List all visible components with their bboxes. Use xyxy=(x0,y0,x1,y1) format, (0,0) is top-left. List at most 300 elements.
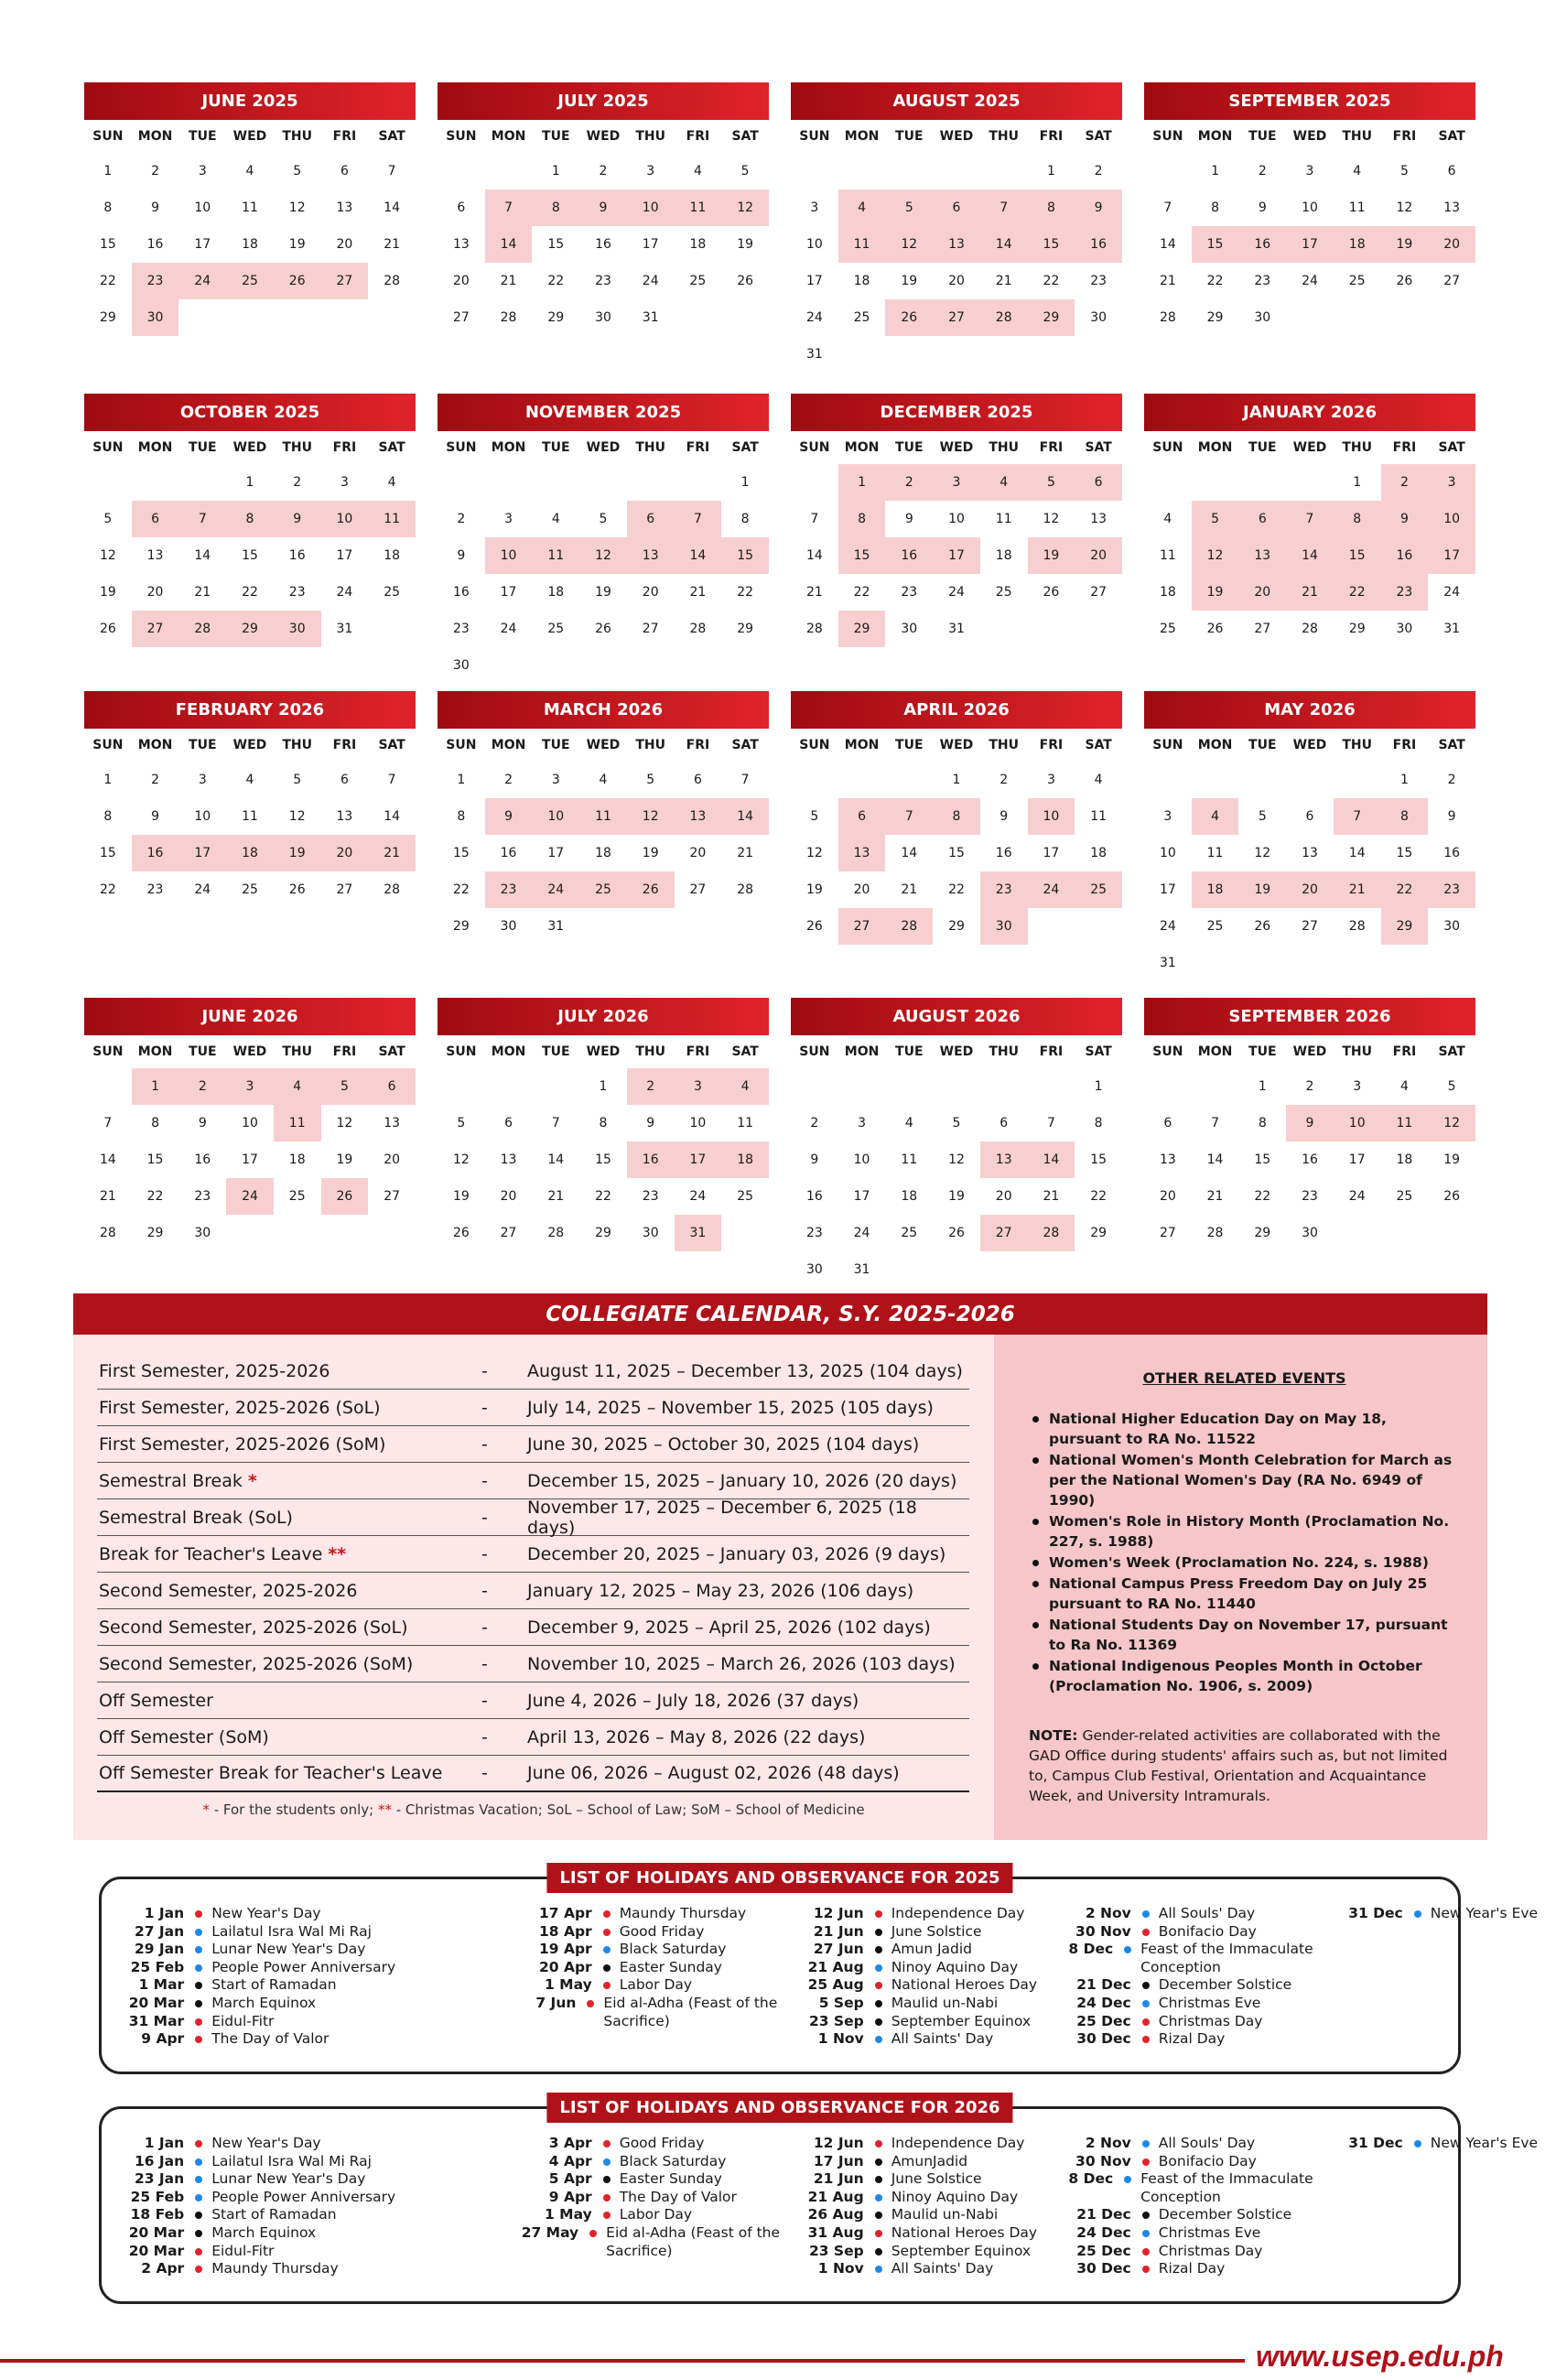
day-cell: 18 xyxy=(547,585,565,600)
empty-cell xyxy=(980,1068,1028,1105)
day-cell: 26 xyxy=(885,299,933,336)
month-title: JUNE 2025 xyxy=(84,82,416,120)
holiday-item xyxy=(1061,2153,1333,2171)
holiday-type-dot-icon xyxy=(875,1982,882,1989)
collegiate-footnote: * - For the students only; ** - Christmas Vacation; SoL – School of Law; SoM – School of Medicine xyxy=(202,1801,865,1818)
schedule-range: December 20, 2025 – January 03, 2026 (9 days) xyxy=(527,1543,946,1564)
day-cell: 9 xyxy=(1075,189,1122,226)
day-cell: 27 xyxy=(642,622,659,636)
day-cell: 25 xyxy=(384,585,401,600)
day-cell: 20 xyxy=(1159,1189,1176,1204)
day-cell: 2 xyxy=(504,773,513,787)
holiday-date: 12 Jun xyxy=(813,2135,864,2151)
schedule-row xyxy=(97,1682,969,1719)
day-cell: 3 xyxy=(810,200,819,215)
day-cell: 24 xyxy=(1159,919,1176,934)
schedule-dash: - xyxy=(481,1580,488,1601)
day-cell: 1 xyxy=(103,164,113,178)
empty-cell xyxy=(1144,762,1192,798)
day-cell: 3 xyxy=(198,164,207,178)
day-cell: 21 xyxy=(500,274,517,288)
schedule-label-text: First Semester, 2025-2026 (SoM) xyxy=(99,1433,386,1455)
holiday-date: 30 Dec xyxy=(1076,2030,1131,2048)
days-grid xyxy=(791,1068,1122,1288)
day-cell: 13 xyxy=(1238,537,1286,574)
holiday-type-dot-icon xyxy=(1142,2036,1150,2043)
holiday-name: Ninoy Aquino Day xyxy=(891,1958,1019,1975)
day-cell: 13 xyxy=(336,809,353,824)
holiday-name: All Souls' Day xyxy=(1158,1905,1256,1921)
weekday-label: SAT xyxy=(378,129,405,144)
holiday-type-dot-icon xyxy=(1142,2248,1150,2256)
weekday-label: FRI xyxy=(686,738,710,752)
day-cell: 4 xyxy=(599,773,608,787)
holiday-type-dot-icon xyxy=(603,1964,611,1972)
holiday-name: Lailatul Isra Wal Mi Raj xyxy=(211,2152,372,2169)
day-cell: 19 xyxy=(901,274,918,288)
day-cell: 6 xyxy=(457,200,466,215)
day-cell: 4 xyxy=(693,164,702,178)
day-cell: 21 xyxy=(1286,574,1334,611)
holiday-type-dot-icon xyxy=(195,2018,202,2026)
empty-cell xyxy=(675,464,722,501)
day-cell: 11 xyxy=(995,512,1012,526)
schedule-label-text: Off Semester xyxy=(99,1690,213,1711)
day-cell: 4 xyxy=(245,164,254,178)
weekday-label: FRI xyxy=(332,129,357,144)
day-cell: 28 xyxy=(1028,1215,1075,1251)
holiday-date: 23 Sep xyxy=(808,2242,864,2259)
weekday-label: FRI xyxy=(686,129,710,144)
days-grid xyxy=(1144,153,1475,336)
weekday-label: SUN xyxy=(1152,1044,1183,1059)
holiday-type-dot-icon xyxy=(875,2000,882,2007)
weekday-label: WED xyxy=(232,1044,267,1059)
day-cell: 9 xyxy=(457,548,466,563)
day-cell: 9 xyxy=(904,512,913,526)
day-cell: 26 xyxy=(274,263,321,299)
day-cell: 22 xyxy=(547,274,565,288)
day-cell: 8 xyxy=(1211,200,1220,215)
day-cell: 20 xyxy=(1238,574,1286,611)
empty-cell xyxy=(532,464,579,501)
day-cell: 16 xyxy=(288,548,306,563)
weekday-label: MON xyxy=(137,129,173,144)
day-cell: 28 xyxy=(1348,919,1366,934)
holiday-date: 26 Aug xyxy=(807,2206,864,2223)
holiday-item xyxy=(1061,1905,1333,1923)
weekday-label: MON xyxy=(137,738,173,752)
day-cell: 28 xyxy=(384,882,401,897)
day-cell: 26 xyxy=(288,882,306,897)
schedule-row xyxy=(97,1353,969,1390)
calendar-row xyxy=(84,998,1475,1309)
schedule-label-text: First Semester, 2025-2026 (SoL) xyxy=(99,1397,381,1418)
month-title: AUGUST 2025 xyxy=(791,82,1122,120)
days-grid xyxy=(791,153,1122,373)
day-cell: 15 xyxy=(1396,846,1413,860)
weekday-label: TUE xyxy=(542,738,570,752)
day-cell: 3 xyxy=(1046,773,1055,787)
schedule-label-text: Break for Teacher's Leave xyxy=(99,1543,323,1564)
day-cell: 21 xyxy=(194,585,211,600)
schedule-range: April 13, 2026 – May 8, 2026 (22 days) xyxy=(527,1726,866,1747)
day-cell: 18 xyxy=(901,1189,918,1204)
day-cell: 21 xyxy=(995,274,1012,288)
holiday-name: Independence Day xyxy=(891,2135,1025,2151)
holiday-type-dot-icon xyxy=(875,2212,882,2219)
holiday-name: June Solstice xyxy=(891,1922,982,1940)
empty-cell xyxy=(1144,1068,1192,1105)
weekday-header xyxy=(84,120,416,153)
day-cell: 28 xyxy=(885,908,933,945)
holiday-name: Lunar New Year's Day xyxy=(211,2170,366,2188)
day-cell: 24 xyxy=(642,274,659,288)
day-cell: 9 xyxy=(1381,501,1429,537)
holiday-item xyxy=(522,2135,794,2153)
weekday-header xyxy=(791,120,1122,153)
day-cell: 21 xyxy=(1159,274,1176,288)
day-cell: 20 xyxy=(384,1152,401,1167)
holiday-item xyxy=(1061,1941,1333,1976)
weekday-label: TUE xyxy=(189,129,217,144)
weekday-label: SUN xyxy=(446,129,477,144)
holiday-type-dot-icon xyxy=(195,2266,202,2273)
holidays-2026-box xyxy=(99,2098,1539,2304)
holiday-date: 18 Apr xyxy=(538,1922,592,1940)
day-cell: 18 xyxy=(595,846,611,860)
weekday-label: TUE xyxy=(189,440,217,455)
weekday-label: TUE xyxy=(1248,440,1277,455)
schedule-row xyxy=(97,1463,969,1499)
holiday-item xyxy=(522,2189,794,2207)
schedule-label xyxy=(97,1471,481,1491)
day-cell: 18 xyxy=(288,1152,306,1167)
holiday-type-dot-icon xyxy=(1142,2000,1150,2007)
schedule-label xyxy=(97,1361,481,1381)
day-cell: 30 xyxy=(805,1262,823,1277)
empty-cell xyxy=(84,464,132,501)
day-cell: 19 xyxy=(737,237,754,252)
day-cell: 3 xyxy=(933,464,980,501)
weekday-label: WED xyxy=(939,440,974,455)
day-cell: 24 xyxy=(689,1189,707,1204)
weekday-label: SUN xyxy=(92,738,124,752)
day-cell: 10 xyxy=(242,1116,258,1130)
event-item: National Higher Education Day on May 18, pursuant to RA No. 11522 xyxy=(1029,1409,1460,1449)
holiday-name: Maulid un-Nabi xyxy=(891,1994,999,2011)
day-cell: 26 xyxy=(452,1226,470,1240)
holidays-2026-title: LIST OF HOLIDAYS AND OBSERVANCE FOR 2026 xyxy=(546,2093,1012,2123)
day-cell: 23 xyxy=(595,274,611,288)
schedule-dash: - xyxy=(481,1507,488,1528)
holiday-item xyxy=(522,1941,794,1959)
day-cell: 13 xyxy=(933,226,980,263)
day-cell: 16 xyxy=(1238,226,1286,263)
day-cell: 17 xyxy=(1428,537,1475,574)
holiday-item xyxy=(1061,2224,1333,2243)
day-cell: 27 xyxy=(1090,585,1108,600)
day-cell: 10 xyxy=(853,1152,870,1167)
weekday-label: SUN xyxy=(1152,129,1183,144)
day-cell: 8 xyxy=(1028,189,1075,226)
day-cell: 17 xyxy=(1286,226,1334,263)
day-cell: 5 xyxy=(293,164,302,178)
holiday-name: New Year's Day xyxy=(211,1905,321,1921)
day-cell: 22 xyxy=(1334,574,1381,611)
month-title: AUGUST 2026 xyxy=(791,998,1122,1035)
weekday-label: FRI xyxy=(1392,129,1417,144)
holiday-date: 8 Dec xyxy=(1068,1941,1114,1958)
holiday-item xyxy=(794,1976,1061,1995)
weekday-label: FRI xyxy=(1392,1044,1417,1059)
day-cell: 29 xyxy=(1254,1226,1271,1240)
holiday-date: 20 Mar xyxy=(128,2223,185,2241)
weekday-label: MON xyxy=(844,738,880,752)
holiday-name: Black Saturday xyxy=(619,1941,727,1958)
weekday-label: WED xyxy=(939,1044,974,1059)
holiday-name: All Saints' Day xyxy=(891,2030,994,2048)
day-cell: 25 xyxy=(853,310,870,325)
day-cell: 6 xyxy=(838,798,886,835)
day-cell: 12 xyxy=(627,798,675,835)
holiday-date: 17 Jun xyxy=(813,2152,864,2169)
holiday-name: March Equinox xyxy=(211,2223,317,2241)
day-cell: 19 xyxy=(805,882,823,897)
day-cell: 3 xyxy=(340,475,349,490)
holiday-name: National Heroes Day xyxy=(891,2223,1038,2241)
holiday-type-dot-icon xyxy=(1142,2230,1150,2237)
holiday-item xyxy=(113,2013,522,2031)
day-cell: 5 xyxy=(1192,501,1239,537)
day-cell: 26 xyxy=(1254,919,1271,934)
holiday-type-dot-icon xyxy=(875,2230,882,2237)
day-cell: 14 xyxy=(675,537,722,574)
holiday-item xyxy=(794,2260,1061,2278)
day-cell: 9 xyxy=(810,1152,819,1167)
day-cell: 10 xyxy=(1159,846,1176,860)
day-cell: 10 xyxy=(1302,200,1318,215)
day-cell: 12 xyxy=(288,809,306,824)
holiday-name: Maundy Thursday xyxy=(619,1905,747,1921)
day-cell: 25 xyxy=(737,1189,754,1204)
day-cell: 8 xyxy=(599,1116,608,1130)
holiday-item xyxy=(113,2030,522,2049)
day-cell: 28 xyxy=(689,622,707,636)
holiday-name: June Solstice xyxy=(891,2170,982,2188)
holiday-name: Labor Day xyxy=(619,2206,693,2223)
day-cell: 26 xyxy=(805,919,823,934)
days-grid xyxy=(791,762,1122,945)
holiday-column xyxy=(113,2135,522,2278)
day-cell: 27 xyxy=(838,908,886,945)
weekday-label: SUN xyxy=(799,440,830,455)
holiday-type-dot-icon xyxy=(195,1910,202,1918)
weekday-label: TUE xyxy=(542,1044,570,1059)
holiday-type-dot-icon xyxy=(1124,1946,1131,1953)
holiday-date: 20 Apr xyxy=(538,1958,592,1975)
weekday-header xyxy=(791,431,1122,464)
day-cell: 22 xyxy=(948,882,965,897)
holiday-name: Christmas Eve xyxy=(1158,1994,1261,2011)
holiday-date: 1 Nov xyxy=(817,2260,864,2277)
holiday-name: Good Friday xyxy=(619,2135,705,2151)
day-cell: 21 xyxy=(1206,1189,1224,1204)
empty-cell xyxy=(838,153,886,189)
day-cell: 19 xyxy=(99,585,116,600)
empty-cell xyxy=(132,464,179,501)
day-cell: 29 xyxy=(99,310,116,325)
day-cell: 15 xyxy=(99,846,116,860)
day-cell: 20 xyxy=(336,237,353,252)
schedule-row xyxy=(97,1390,969,1426)
weekday-label: MON xyxy=(1197,738,1233,752)
weekday-label: SUN xyxy=(446,738,477,752)
day-cell: 12 xyxy=(1043,512,1060,526)
day-cell: 28 xyxy=(1302,622,1318,636)
day-cell: 27 xyxy=(500,1226,517,1240)
weekday-header xyxy=(1144,120,1475,153)
schedule-range: June 06, 2026 – August 02, 2026 (48 days) xyxy=(527,1763,900,1783)
day-cell: 29 xyxy=(547,310,565,325)
day-cell: 13 xyxy=(384,1116,401,1130)
weekday-label: TUE xyxy=(542,440,570,455)
weekday-label: FRI xyxy=(332,1044,357,1059)
weekday-label: THU xyxy=(1342,440,1373,455)
holiday-item xyxy=(522,1959,794,1977)
schedule-row xyxy=(97,1536,969,1573)
day-cell: 25 xyxy=(579,871,627,908)
holiday-date: 31 Dec xyxy=(1348,2135,1403,2151)
holiday-name: Independence Day xyxy=(891,1905,1025,1921)
holiday-date: 24 Dec xyxy=(1076,2223,1131,2241)
holiday-date: 23 Jan xyxy=(134,2170,185,2188)
day-cell: 1 xyxy=(838,464,886,501)
day-cell: 19 xyxy=(1443,1152,1461,1167)
schedule-row xyxy=(97,1499,969,1536)
empty-cell xyxy=(838,762,886,798)
day-cell: 10 xyxy=(485,537,533,574)
schedule-dash: - xyxy=(481,1690,488,1711)
day-cell: 6 xyxy=(340,164,349,178)
day-cell: 9 xyxy=(579,189,627,226)
day-cell: 20 xyxy=(1428,226,1475,263)
holiday-type-dot-icon xyxy=(1142,2018,1150,2026)
day-cell: 1 xyxy=(1211,164,1220,178)
empty-cell xyxy=(485,1068,533,1105)
day-cell: 14 xyxy=(194,548,211,563)
empty-cell xyxy=(791,153,838,189)
day-cell: 28 xyxy=(500,310,517,325)
day-cell: 22 xyxy=(1254,1189,1271,1204)
holiday-type-dot-icon xyxy=(195,2176,202,2183)
collegiate-calendar-title: COLLEGIATE CALENDAR, S.Y. 2025-2026 xyxy=(73,1293,1487,1335)
holiday-name: December Solstice xyxy=(1158,1976,1292,1994)
weekday-label: SUN xyxy=(1152,738,1183,752)
holiday-type-dot-icon xyxy=(875,1946,882,1953)
website-link[interactable]: www.usep.edu.ph xyxy=(1256,2340,1504,2373)
holiday-item xyxy=(1333,1905,1556,1923)
day-cell: 27 xyxy=(1302,919,1318,934)
holiday-name: Easter Sunday xyxy=(619,2170,722,2188)
weekday-label: TUE xyxy=(189,1044,217,1059)
schedule-row xyxy=(97,1756,969,1792)
holiday-type-dot-icon xyxy=(195,1982,202,1989)
day-cell: 23 xyxy=(1090,274,1108,288)
day-cell: 11 xyxy=(274,1105,321,1141)
day-cell: 4 xyxy=(1399,1079,1409,1094)
day-cell: 23 xyxy=(194,1189,211,1204)
day-cell: 14 xyxy=(99,1152,116,1167)
day-cell: 13 xyxy=(980,1141,1028,1178)
holiday-name: December Solstice xyxy=(1158,2206,1292,2223)
day-cell: 3 xyxy=(1428,464,1475,501)
day-cell: 29 xyxy=(1028,299,1075,336)
day-cell: 24 xyxy=(336,585,353,600)
holiday-name: AmunJadid xyxy=(891,2152,968,2169)
day-cell: 25 xyxy=(1159,622,1176,636)
day-cell: 23 xyxy=(485,871,533,908)
weekday-label: THU xyxy=(989,440,1020,455)
days-grid xyxy=(438,464,769,684)
weekday-label: SAT xyxy=(1085,440,1112,455)
weekday-label: MON xyxy=(1197,1044,1233,1059)
day-cell: 12 xyxy=(288,200,306,215)
schedule-label xyxy=(97,1654,481,1674)
day-cell: 14 xyxy=(1028,1141,1075,1178)
day-cell: 9 xyxy=(151,809,160,824)
schedule-row xyxy=(97,1426,969,1463)
day-cell: 21 xyxy=(384,237,401,252)
day-cell: 22 xyxy=(99,274,116,288)
day-cell: 17 xyxy=(336,548,353,563)
holiday-item xyxy=(794,2206,1061,2224)
holiday-name: Bonifacio Day xyxy=(1158,1922,1257,1940)
holiday-item xyxy=(113,1941,522,1959)
holiday-date: 18 Feb xyxy=(130,2206,185,2223)
holiday-name: Christmas Eve xyxy=(1158,2223,1261,2241)
holiday-item xyxy=(1061,2135,1333,2153)
holiday-type-dot-icon xyxy=(603,2212,611,2219)
holiday-type-dot-icon xyxy=(1142,1910,1150,1918)
empty-cell xyxy=(791,1068,838,1105)
day-cell: 5 xyxy=(1447,1079,1456,1094)
day-cell: 30 xyxy=(980,908,1028,945)
calendar-row xyxy=(84,394,1475,705)
holiday-type-dot-icon xyxy=(875,2194,882,2202)
day-cell: 5 xyxy=(321,1068,369,1105)
holiday-name: Amun Jadid xyxy=(891,1941,973,1958)
footnote-mark: ** xyxy=(328,1543,347,1564)
holiday-date: 9 Apr xyxy=(548,2188,592,2205)
day-cell: 21 xyxy=(99,1189,116,1204)
day-cell: 30 xyxy=(901,622,918,636)
month-calendar xyxy=(791,691,1122,1002)
day-cell: 11 xyxy=(1159,548,1176,563)
day-cell: 1 xyxy=(952,773,961,787)
day-cell: 24 xyxy=(805,310,823,325)
day-cell: 9 xyxy=(646,1116,655,1130)
day-cell: 27 xyxy=(452,310,470,325)
day-cell: 8 xyxy=(1381,798,1429,835)
day-cell: 24 xyxy=(194,882,211,897)
days-grid xyxy=(84,153,416,336)
day-cell: 20 xyxy=(500,1189,517,1204)
day-cell: 13 xyxy=(500,1152,517,1167)
day-cell: 17 xyxy=(853,1189,870,1204)
schedule-range: July 14, 2025 – November 15, 2025 (105 days) xyxy=(527,1397,934,1418)
schedule-row xyxy=(97,1573,969,1609)
